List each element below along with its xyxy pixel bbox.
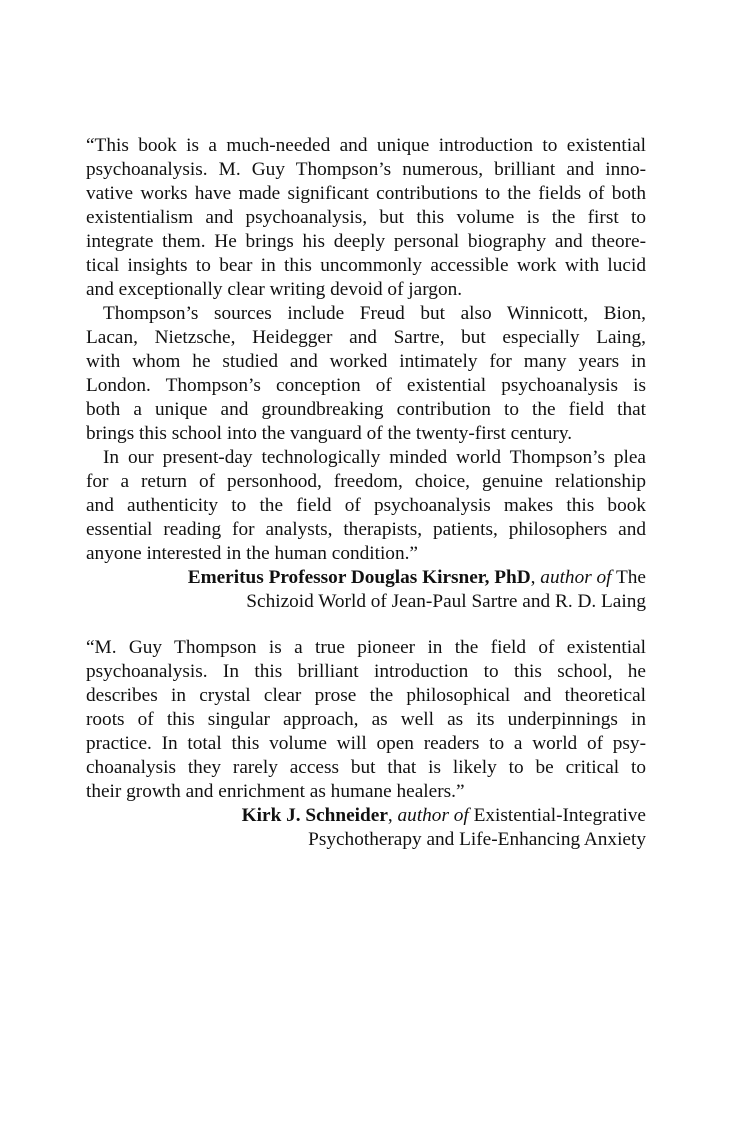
attribution-separator: ,: [530, 567, 541, 588]
text-line: roots of this singular approach, as well as its underpinnings in: [86, 709, 646, 730]
text-line: London. Thompson’s conception of existential psychoanalysis is: [86, 375, 646, 396]
attribution-author-of: author of: [397, 805, 469, 826]
text-line: existentialism and psychoanalysis, but this volume is the first to: [86, 207, 646, 228]
attribution-name: Kirk J. Schneider: [241, 805, 388, 826]
text-line: essential reading for analysts, therapists, patients, philosophers and: [86, 519, 646, 540]
attribution-separator: ,: [387, 805, 398, 826]
attribution-title-line: Schizoid World of Jean-Paul Sartre and R. D. Laing: [246, 591, 646, 612]
text-line: practice. In total this volume will open readers to a world of psy-: [86, 733, 646, 754]
attribution-line: [86, 566, 646, 590]
text-line: their growth and enrichment as humane healers.”: [86, 781, 465, 802]
text-line: Lacan, Nietzsche, Heidegger and Sartre, but especially Laing,: [86, 327, 646, 348]
attribution-name: Emeritus Professor Douglas Kirsner, PhD: [187, 567, 531, 588]
endorsement-kirsner: [86, 134, 646, 614]
attribution-author-of: author of: [540, 567, 612, 588]
text-line: brings this school into the vanguard of the twenty-first century.: [86, 423, 573, 444]
text-line: tical insights to bear in this uncommonly accessible work with lucid: [86, 255, 646, 276]
text-line: In our present-day technologically minded world Thompson’s plea: [103, 447, 646, 468]
text-line: Thompson’s sources include Freud but also Winnicott, Bion,: [103, 303, 646, 324]
text-line: describes in crystal clear prose the philosophical and theoretical: [86, 685, 646, 706]
attribution-title: The: [611, 567, 646, 588]
text-line: for a return of personhood, freedom, choice, genuine relationship: [86, 471, 646, 492]
endorsement-schneider: [86, 636, 646, 852]
text-line: “This book is a much-needed and unique introduction to existential: [86, 135, 646, 156]
text-line: psychoanalysis. M. Guy Thompson’s numerous, brilliant and inno-: [86, 159, 646, 180]
text-line: “M. Guy Thompson is a true pioneer in the field of existential: [86, 637, 646, 658]
text-line: choanalysis they rarely access but that is likely to be critical to: [86, 757, 646, 778]
text-line: vative works have made significant contributions to the fields of both: [86, 183, 646, 204]
text-line: with whom he studied and worked intimately for many years in: [86, 351, 646, 372]
text-line: anyone interested in the human condition.”: [86, 543, 418, 564]
attribution-line: [86, 804, 646, 828]
attribution-title-line: Psychotherapy and Life-Enhancing Anxiety: [308, 829, 646, 850]
text-line: and authenticity to the field of psychoanalysis makes this book: [86, 495, 646, 516]
text-line: both a unique and groundbreaking contribution to the field that: [86, 399, 646, 420]
text-line: psychoanalysis. In this brilliant introduction to this school, he: [86, 661, 646, 682]
text-line: integrate them. He brings his deeply personal biography and theore-: [86, 231, 646, 252]
attribution-title: Existential-Integrative: [468, 805, 646, 826]
text-line: and exceptionally clear writing devoid of jargon.: [86, 279, 463, 300]
